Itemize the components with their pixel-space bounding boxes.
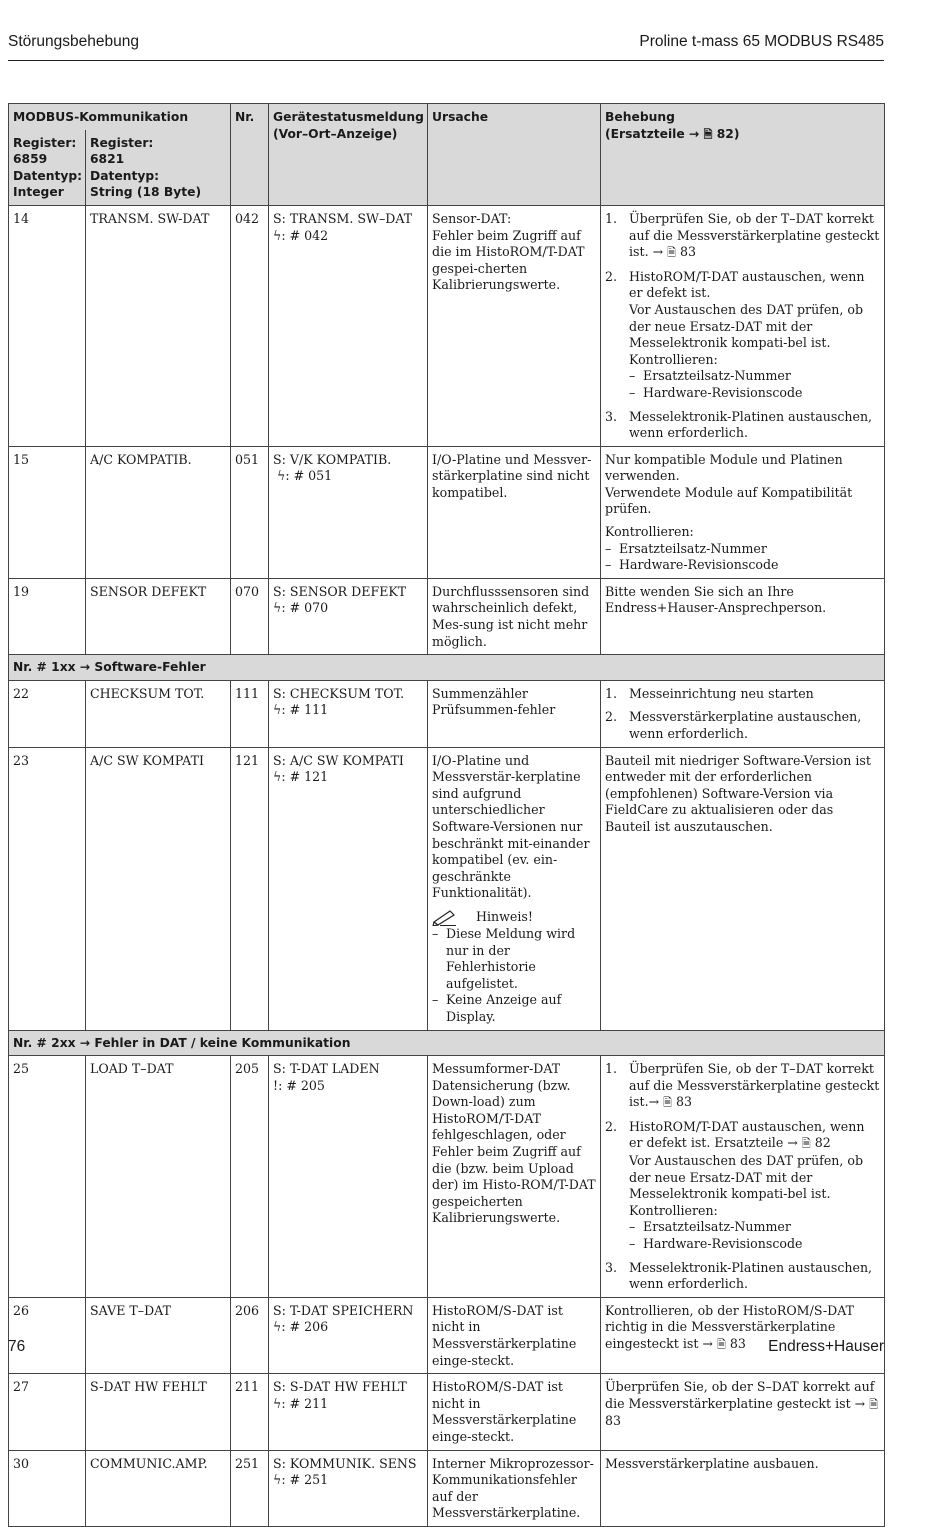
- cell-nr: 111: [231, 680, 269, 747]
- cell-nr: 205: [231, 1056, 269, 1298]
- page-ref-icon: 🗎: [703, 127, 713, 141]
- cell-string: A/C KOMPATIB.: [86, 446, 231, 578]
- col-modbus: MODBUS-Kommunikation: [9, 104, 231, 130]
- cell-status: S: V/K KOMPATIB. ϟ: # 051: [269, 446, 428, 578]
- cell-status: S: A/C SW KOMPATI ϟ: # 121: [269, 747, 428, 1030]
- table-row: [9, 747, 885, 1030]
- cell-string: COMMUNIC.AMP.: [86, 1450, 231, 1526]
- cell-register: 27: [9, 1374, 86, 1450]
- header-product: Proline t-mass 65 MODBUS RS485: [639, 33, 884, 50]
- cell-nr: 042: [231, 205, 269, 446]
- page-ref-icon: 🗎: [663, 1096, 672, 1110]
- cell-cause: Interner Mikroprozessor-Kommunikationsfehler auf der Messverstärkerplatine.: [428, 1450, 601, 1526]
- cell-register: 26: [9, 1297, 86, 1373]
- cell-register: 14: [9, 205, 86, 446]
- cell-string: SAVE T–DAT: [86, 1297, 231, 1373]
- cell-cause: I/O-Platine und Messver-stärkerplatine sind nicht kompatibel.: [428, 446, 601, 578]
- table-header-row: [9, 104, 885, 130]
- cell-string: SENSOR DEFEKT: [86, 578, 231, 654]
- cell-register: 22: [9, 680, 86, 747]
- cell-cause: Sensor-DAT: Fehler beim Zugriff auf die im HistoROM/T-DAT gespei-cherten Kalibrierungswerte.: [428, 205, 601, 446]
- table-row: [9, 205, 885, 446]
- section-title: Nr. # 2xx → Fehler in DAT / keine Kommunikation: [9, 1030, 885, 1056]
- col-cause: Ursache: [428, 104, 601, 206]
- table-row: [9, 1374, 885, 1450]
- page-ref-icon: 🗎: [716, 1338, 726, 1351]
- section-title: Nr. # 1xx → Software-Fehler: [9, 655, 885, 681]
- cell-nr: 211: [231, 1374, 269, 1450]
- table-row: [9, 1056, 885, 1298]
- cell-register: 23: [9, 747, 86, 1030]
- cell-status: S: SENSOR DEFEKT ϟ: # 070: [269, 578, 428, 654]
- table-row: [9, 1450, 885, 1526]
- cell-register: 15: [9, 446, 86, 578]
- cell-remedy: 1. Überprüfen Sie, ob der T–DAT korrekt auf die Messverstärkerplatine gesteckt ist.→ 🗎 83 2. HistoROM/T-DAT austauschen, wenn er defekt ist. Ersatzteile → 🗎 82 Vor Austauschen des DAT prüfen, ob der neue Ersatz-DAT mit der Messelektronik kompati-bel ist. Kontrollieren: – Ersatzteilsatz-Nummer – Hardware-Revisionscode 3. Messelektronik-Platinen austauschen, wenn erforderlich.: [601, 1056, 885, 1298]
- page-header: [8, 30, 884, 61]
- page-ref-icon: 🗎: [869, 1397, 879, 1411]
- page-ref-icon: 🗎: [667, 246, 676, 260]
- cell-string: CHECKSUM TOT.: [86, 680, 231, 747]
- header-chapter: Störungsbehebung: [8, 33, 140, 50]
- table-row: [9, 446, 885, 578]
- cell-nr: 251: [231, 1450, 269, 1526]
- cell-cause: Messumformer-DAT Datensicherung (bzw. Down-load) zum HistoROM/T-DAT fehlgeschlagen, oder Fehler beim Zugriff auf die (bzw. beim Upload der) im Histo-ROM/T-DAT gespeicherten Kalibrierungswerte.: [428, 1056, 601, 1298]
- page-ref-icon: 🗎: [801, 1137, 811, 1151]
- cell-remedy: Kontrollieren, ob der HistoROM/S-DAT richtig in die Messverstärkerplatine eingesteckt ist → 🗎 83: [601, 1297, 885, 1373]
- section-row: [9, 1030, 885, 1056]
- cell-remedy: Messverstärkerplatine ausbauen.: [601, 1450, 885, 1526]
- pencil-note-icon: [432, 908, 458, 926]
- cell-register: 30: [9, 1450, 86, 1526]
- section-row: [9, 655, 885, 681]
- cell-string: TRANSM. SW-DAT: [86, 205, 231, 446]
- cell-status: S: T-DAT LADEN !: # 205: [269, 1056, 428, 1298]
- cell-remedy: Nur kompatible Module und Platinen verwenden. Verwendete Module auf Kompatibilität prüfen. Kontrollieren: – Ersatzteilsatz-Nummer – Hardware-Revisionscode: [601, 446, 885, 578]
- col-status: Gerätestatusmeldung (Vor–Ort–Anzeige): [269, 104, 428, 206]
- error-table: [8, 103, 885, 1527]
- cell-cause: HistoROM/S-DAT ist nicht in Messverstärkerplatine einge-steckt.: [428, 1297, 601, 1373]
- hint-note: Hinweis!: [432, 908, 596, 926]
- cell-register: 25: [9, 1056, 86, 1298]
- cell-nr: 121: [231, 747, 269, 1030]
- cell-status: S: CHECKSUM TOT. ϟ: # 111: [269, 680, 428, 747]
- table-row: [9, 1297, 885, 1373]
- cell-status: S: S-DAT HW FEHLT ϟ: # 211: [269, 1374, 428, 1450]
- page-number: 76: [8, 1338, 26, 1355]
- cell-status: S: T-DAT SPEICHERN ϟ: # 206: [269, 1297, 428, 1373]
- col-remedy: Behebung (Ersatzteile → 🗎 82): [601, 104, 885, 206]
- cell-remedy: 1. Messeinrichtung neu starten 2. Messverstärkerplatine austauschen, wenn erforderlich.: [601, 680, 885, 747]
- cell-remedy: 1. Überprüfen Sie, ob der T–DAT korrekt auf die Messverstärkerplatine gesteckt ist. → 🗎 83 2. HistoROM/T-DAT austauschen, wenn er defekt ist. Vor Austauschen des DAT prüfen, ob der neue Ersatz-DAT mit der Messelektronik kompati-bel ist. Kontrollieren: – Ersatzteilsatz-Nummer – Hardware-Revisionscode 3. Messelektronik-Platinen austauschen, wenn erforderlich.: [601, 205, 885, 446]
- cell-string: S-DAT HW FEHLT: [86, 1374, 231, 1450]
- cell-remedy: Bitte wenden Sie sich an Ihre Endress+Hauser-Ansprechperson.: [601, 578, 885, 654]
- cell-cause: HistoROM/S-DAT ist nicht in Messverstärkerplatine einge-steckt.: [428, 1374, 601, 1450]
- cell-cause: I/O-Platine und Messverstär-kerplatine sind aufgrund unterschiedlicher Software-Versionen nur beschränkt mit-einander kompatibel (ev. ein-geschränkte Funktionalität). Hinweis! – Diese Meldung wird nur in der Fehlerhistorie aufgelistet. – Keine Anzeige auf Display.: [428, 747, 601, 1030]
- cell-register: 19: [9, 578, 86, 654]
- table-row: [9, 578, 885, 654]
- cell-string: LOAD T–DAT: [86, 1056, 231, 1298]
- cell-nr: 206: [231, 1297, 269, 1373]
- cell-remedy: Überprüfen Sie, ob der S–DAT korrekt auf die Messverstärkerplatine gesteckt ist → 🗎 83: [601, 1374, 885, 1450]
- table-row: [9, 680, 885, 747]
- col-register-str: Register: 6821 Datentyp: String (18 Byte): [86, 130, 231, 206]
- cell-status: S: KOMMUNIK. SENS ϟ: # 251: [269, 1450, 428, 1526]
- cell-cause: Summenzähler Prüfsummen-fehler: [428, 680, 601, 747]
- cell-remedy: Bauteil mit niedriger Software-Version ist entweder mit der erforderlichen (empfohlenen) Software-Version via FieldCare zu aktualisieren oder das Bauteil ist auszutauschen.: [601, 747, 885, 1030]
- cell-string: A/C SW KOMPATI: [86, 747, 231, 1030]
- cell-cause: Durchflusssensoren sind wahrscheinlich defekt, Mes-sung ist nicht mehr möglich.: [428, 578, 601, 654]
- cell-status: S: TRANSM. SW–DAT ϟ: # 042: [269, 205, 428, 446]
- col-nr: Nr.: [231, 104, 269, 206]
- col-register-int: Register: 6859 Datentyp: Integer: [9, 130, 86, 206]
- cell-nr: 070: [231, 578, 269, 654]
- cell-nr: 051: [231, 446, 269, 578]
- footer-brand: Endress+Hauser: [768, 1338, 884, 1355]
